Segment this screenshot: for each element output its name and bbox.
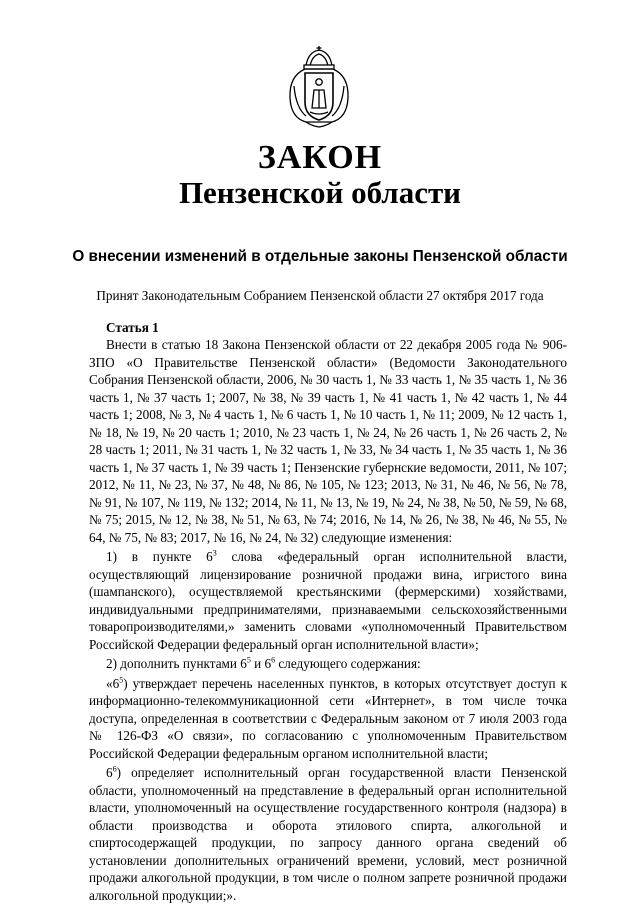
point-6-6-superscript: 6 — [112, 764, 117, 774]
coat-of-arms-icon — [286, 46, 352, 128]
item-2-middle: и 6 — [250, 656, 272, 671]
point-6-5-prefix: «6 — [106, 675, 120, 691]
item-1-superscript: 3 — [212, 548, 217, 558]
law-title: ЗАКОН — [257, 139, 383, 176]
item-1-prefix: 1) в пункте 6 — [106, 549, 213, 564]
item-1-text: слова «федеральный орган исполнительной власти, осуществляющий лицензирование розничной продажи вина, игристого вина (шампанского), осуществляемой крестьянскими (фермерскими) хозяйствами, индивидуальными предпринимателями, признаваемыми сельскохозяйственными товаропроизводителями,» заменить словами «уполномоченный Правительством Российской Федерации федеральный орган исполнительной власти»; — [89, 549, 567, 652]
point-6-5-text: ) утверждает перечень населенных пунктов, в которых отсутствует доступ к информационно-телекоммуникационной сети «Интернет», в том числе точка доступа, определенная в соответствии с Федеральным законом от 7 июля 2003 года № 126-ФЗ «О связи», по согласованию с уполномоченным Правительством Российской Федерации федеральным органом исполнительной власти; — [89, 675, 567, 761]
amendment-item-1 — [89, 548, 567, 653]
new-point-6-5 — [89, 675, 567, 763]
adoption-note: Принят Законодательным Собранием Пензенской области 27 октября 2017 года — [96, 288, 544, 303]
amendment-item-2 — [89, 655, 567, 673]
article-body — [89, 336, 567, 904]
item-2-suffix: следующего содержания: — [275, 656, 421, 671]
point-6-6-text: ) определяет исполнительный орган государственной власти Пензенской области, уполномоченный на представление в федеральный орган исполнительной власти, уполномоченный на осуществление государственного контроля (надзора) в области производства и оборота этилового спирта, алкогольной и спиртосодержащей продукции, по запросу данного органа сведений об установлении дополнительных ограничений времени, условий, мест розничной продажи алкогольной продукции, в том числе о полном запрете розничной продажи алкогольной продукции;». — [89, 765, 567, 903]
point-6-6-prefix: 6 — [106, 765, 113, 780]
region-title: Пензенской области — [178, 175, 462, 210]
item-2-superscript-2: 6 — [271, 655, 276, 665]
law-subject-heading: О внесении изменений в отдельные законы Пензенской области — [72, 248, 568, 265]
item-2-superscript-1: 5 — [246, 655, 251, 665]
new-point-6-6 — [89, 764, 567, 904]
article-title: Статья 1 — [106, 320, 159, 335]
article-intro-paragraph: Внести в статью 18 Закона Пензенской области от 22 декабря 2005 года № 906-ЗПО «О Правительстве Пензенской области» (Ведомости Законодательного Собрания Пензенской области, 2006, № 30 часть 1, № 33 часть 1, № 35 часть 1, № 36 часть 1, № 37 часть 1; 2007, № 38, № 39 часть 1, № 41 часть 1, № 42 часть 1, № 44 часть 1; 2008, № 3, № 4 часть 1, № 6 часть 1, № 10 часть 1, № 11; 2009, № 12 часть 1, № 18, № 19, № 20 часть 1; 2010, № 23 часть 1, № 24, № 26 часть 1, № 26 часть 2, № 28 часть 1; 2011, № 31 часть 1, № 32 часть 1, № 33, № 34 часть 1, № 35 часть 1, № 36 часть 1, № 37 часть 1, № 39 часть 1; Пензенские губернские ведомости, 2011, № 107; 2012, № 11, № 23, № 37, № 48, № 86, № 105, № 123; 2013, № 31, № 46, № 56, № 78, № 91, № 107, № 119, № 132; 2014, № 11, № 13, № 19, № 24, № 38, № 50, № 59, № 68, № 75; 2015, № 12, № 38, № 51, № 63, № 74; 2016, № 14, № 26, № 38, № 46, № 55, № 64, № 75, № 83; 2017, № 16, № 24, № 32) следующие изменения: — [89, 337, 567, 545]
point-6-5-superscript: 5 — [119, 675, 124, 685]
item-2-prefix: 2) дополнить пунктами 6 — [106, 656, 247, 671]
